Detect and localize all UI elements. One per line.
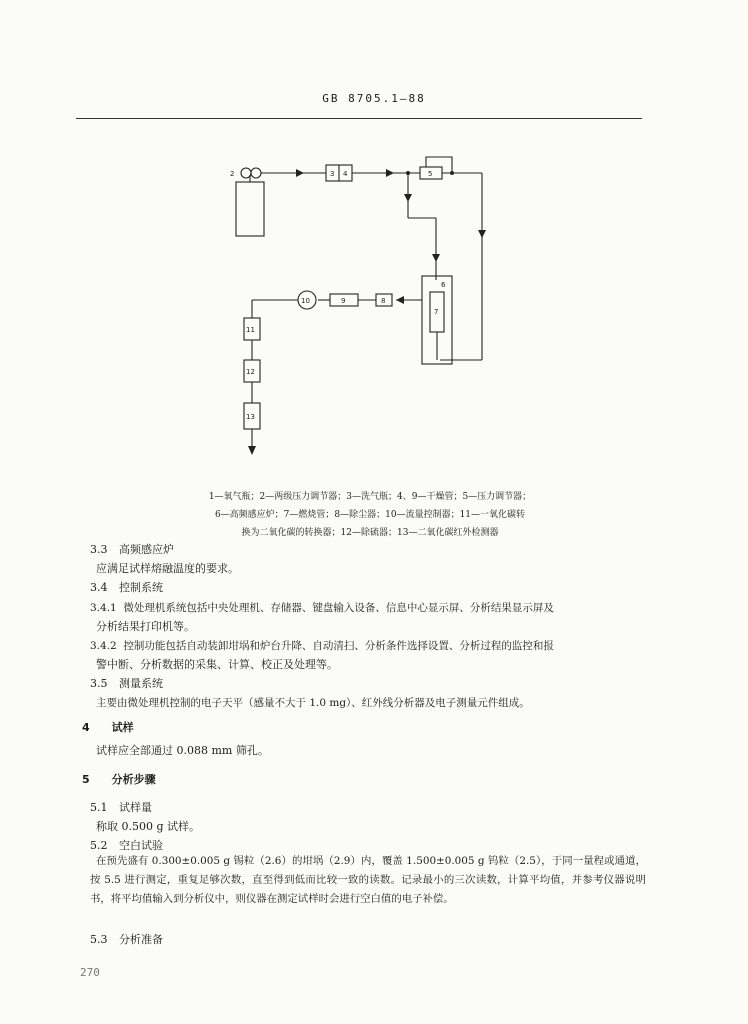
flow-arrow (432, 254, 440, 262)
section-3-4-heading: 3.4 控制系统 (90, 581, 163, 594)
section-3-3-heading: 3.3 高频感应炉 (90, 543, 174, 556)
section-5-1-heading: 5.1 试样量 (90, 801, 152, 814)
flow-arrow (404, 194, 412, 202)
diagram-label: 2 (230, 170, 235, 178)
section-3-4-2-line-2: 警中断、分析数据的采集、计算、校正及处理等。 (96, 658, 338, 671)
apparatus-diagram (0, 140, 748, 470)
diagram-label: 4 (343, 170, 348, 178)
standard-number-header: GB 8705.1—88 (322, 92, 426, 105)
section-4-body: 试样应全部通过 0.088 mm 筛孔。 (96, 744, 269, 757)
section-3-4-1-line-2: 分析结果打印机等。 (96, 620, 195, 633)
diagram-label: 9 (341, 297, 346, 305)
section-3-5-body: 主要由微处理机控制的电子天平（感量不大于 1.0 mg）、红外线分析器及电子测量元件组成。 (96, 697, 530, 709)
header-rule (76, 118, 642, 119)
diagram-label: 12 (246, 368, 255, 376)
figure-caption-line: 换为二氧化碳的转换器；12—除硫器；13—二氧化碳红外检测器 (241, 528, 499, 538)
oxygen-cylinder (236, 182, 264, 236)
figure-caption-line: 1—氧气瓶；2—两级压力调节器；3—洗气瓶；4、9—干燥管；5—压力调节器； (208, 492, 532, 502)
section-5-2-body: 在预先盛有 0.300±0.005 g 锡粒（2.6）的坩埚（2.9）内，覆盖 1.500±0.005 g 钨粒（2.5），于同一量程或通道，按 5.5 进行测定，重复足够次数，直至得到低而比较一致的读数。记录最小的三次读数，计算平均值，并参考仪器说明书，将平均值输入到分析仪中，则仪器在测定试样时会进行空白值的电子补偿。 (90, 855, 646, 905)
diagram-label: 11 (246, 326, 255, 334)
page-number: 270 (80, 966, 100, 979)
section-3-4-2-line-1: 3.4.2 控制功能包括自动装卸坩埚和炉台升降、自动清扫、分析条件选择设置、分析过程的监控和报 (90, 640, 554, 652)
pressure-regulator-symbol (241, 168, 251, 178)
flow-arrow (478, 230, 486, 238)
diagram-label: 7 (434, 308, 439, 316)
section-3-5-heading: 3.5 测量系统 (90, 677, 163, 690)
section-3-4-1-line-1: 3.4.1 微处理机系统包括中央处理机、存储器、键盘输入设备、信息中心显示屏、分析结果显示屏及 (90, 602, 554, 614)
flow-arrow (396, 296, 404, 304)
diagram-label: 6 (441, 281, 446, 289)
diagram-label: 10 (301, 297, 310, 305)
figure-caption-line: 6—高频感应炉；7—燃烧管；8—除尘器；10—流量控制器；11—一氧化碳转 (214, 510, 526, 520)
diagram-label: 5 (428, 170, 433, 178)
section-3-3-body: 应满足试样熔融温度的要求。 (96, 562, 239, 575)
diagram-label: 13 (246, 413, 255, 421)
section-4-heading: 4 试样 (82, 721, 134, 734)
flow-arrow (386, 169, 394, 177)
section-5-3-heading: 5.3 分析准备 (90, 933, 163, 946)
section-5-2-heading: 5.2 空白试验 (90, 839, 163, 852)
section-5-heading: 5 分析步骤 (82, 773, 156, 786)
flow-arrow (248, 446, 256, 455)
diagram-label: 3 (330, 170, 335, 178)
section-5-1-body: 称取 0.500 g 试样。 (96, 820, 201, 833)
diagram-label: 8 (381, 297, 386, 305)
flow-arrow (296, 169, 304, 177)
